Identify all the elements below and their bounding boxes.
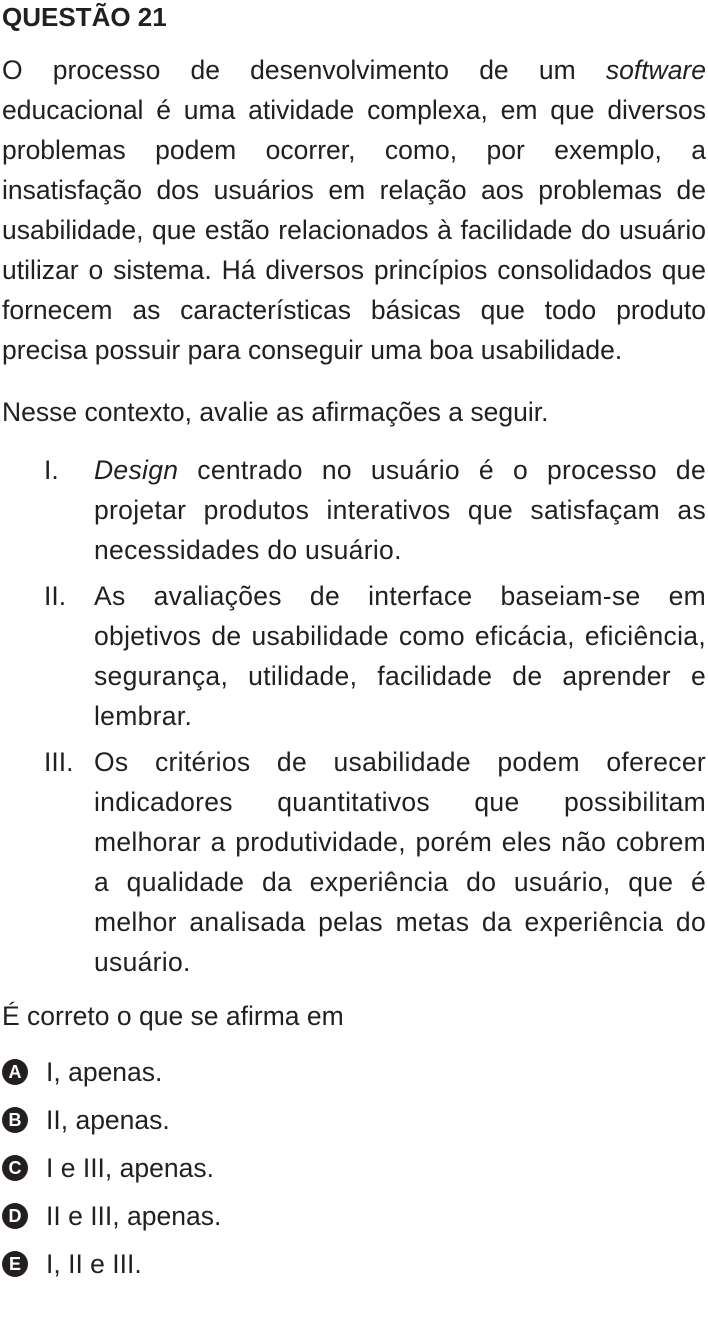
option-letter-badge: A	[2, 1059, 28, 1085]
answer-option-e[interactable]	[2, 1240, 706, 1288]
option-letter-badge: B	[2, 1107, 28, 1133]
statement-item	[2, 450, 706, 570]
statement-number: III.	[44, 747, 74, 777]
option-letter-badge: D	[2, 1203, 28, 1229]
answer-option-a[interactable]	[2, 1048, 706, 1096]
statement-item	[2, 576, 706, 736]
intro-text-start: O processo de desenvolvimento de um	[2, 55, 606, 85]
option-text: II e III, apenas.	[46, 1200, 222, 1231]
intro-text-end: educacional é uma atividade complexa, em que diversos problemas podem ocorrer, como, por exemplo, a insatisfação dos usuários em relação aos problemas de usabilidade, que estão relacionados à facilidade do usuário utilizar o sistema. Há diversos princípios consolidados que fornecem as características básicas que todo produto precisa possuir para conseguir uma boa usabilidade.	[2, 95, 706, 365]
statement-body: centrado no usuário é o processo de projetar produtos interativos que satisfaçam as necessidades do usuário.	[94, 455, 706, 565]
option-text: I, apenas.	[46, 1056, 163, 1087]
statement-text	[94, 742, 706, 982]
statement-item	[2, 742, 706, 982]
answer-option-d[interactable]	[2, 1192, 706, 1240]
question-title: QUESTÃO 21	[2, 2, 167, 32]
statement-body: As avaliações de interface baseiam-se em objetivos de usabilidade como eficácia, eficiência, segurança, utilidade, facilidade de aprender e lembrar.	[94, 581, 706, 731]
option-text: II, apenas.	[46, 1104, 170, 1135]
answer-options	[2, 1048, 706, 1288]
statement-text	[94, 450, 706, 570]
option-letter-badge: E	[2, 1251, 28, 1277]
statement-italic-word: Design	[94, 455, 179, 485]
option-letter-badge: C	[2, 1155, 28, 1181]
option-text: I e III, apenas.	[46, 1152, 214, 1183]
statement-text	[94, 576, 706, 736]
option-text: I, II e III.	[46, 1248, 142, 1279]
statement-number: II.	[44, 581, 67, 611]
answer-option-c[interactable]	[2, 1144, 706, 1192]
question-prompt: É correto o que se afirma em	[2, 1001, 344, 1031]
statements-list	[2, 450, 706, 982]
statements-lead: Nesse contexto, avalie as afirmações a seguir.	[2, 397, 549, 427]
intro-italic-word: software	[605, 55, 706, 85]
statement-body: Os critérios de usabilidade podem oferecer indicadores quantitativos que possibilitam melhorar a produtividade, porém eles não cobrem a qualidade da experiência do usuário, que é melhor analisada pelas metas da experiência do usuário.	[94, 747, 706, 977]
question-intro	[2, 50, 706, 370]
answer-option-b[interactable]	[2, 1096, 706, 1144]
statement-number: I.	[44, 455, 59, 485]
